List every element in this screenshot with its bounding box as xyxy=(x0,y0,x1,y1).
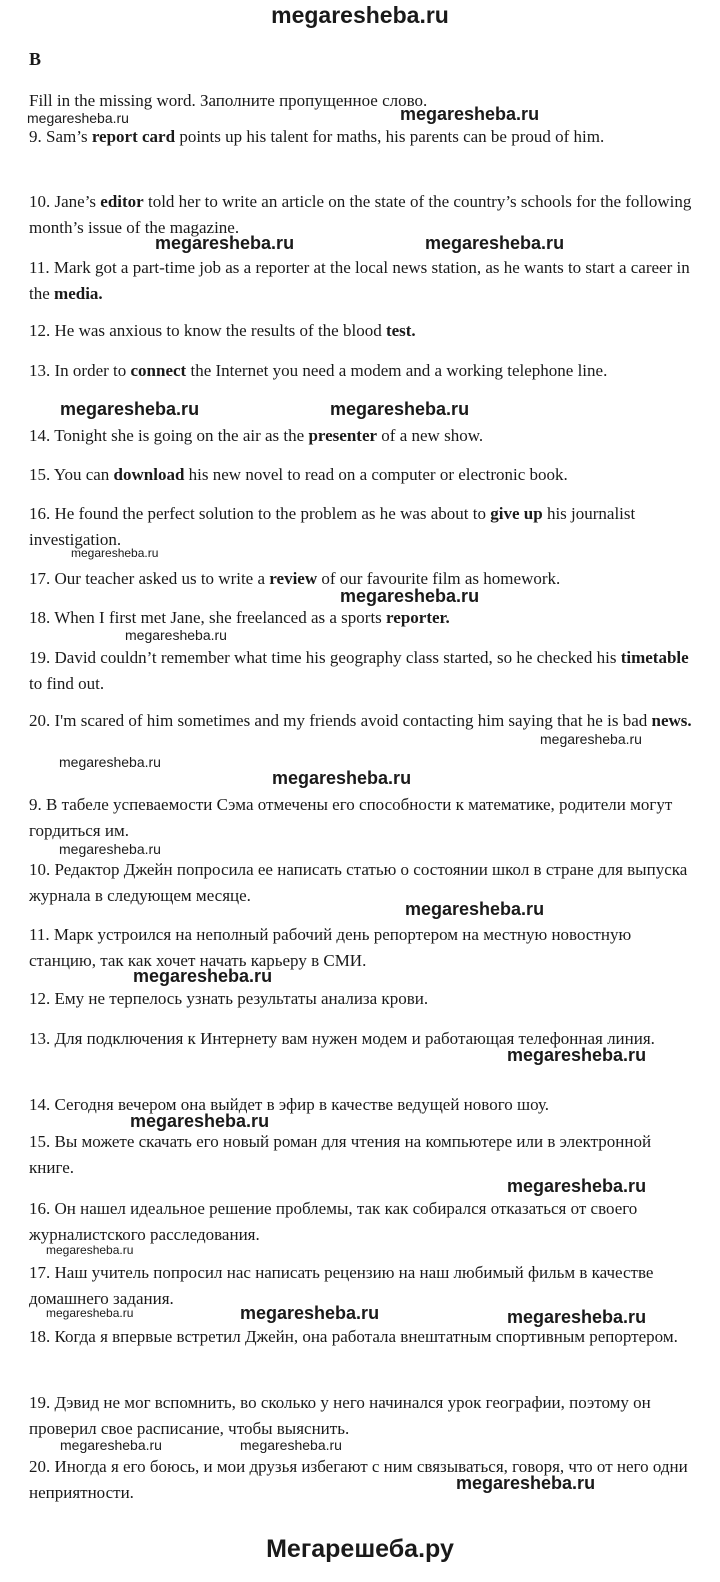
watermark: megaresheba.ru xyxy=(60,1437,162,1453)
russian-sentence: 16. Он нашел идеальное решение проблемы, так как собирался отказаться от своего журналистского расследования. xyxy=(29,1199,638,1244)
russian-sentence: 13. Для подключения к Интернету вам нужен модем и работающая телефонная линия. xyxy=(29,1029,655,1048)
watermark: megaresheba.ru xyxy=(130,1111,270,1131)
english-sentence: 19. David couldn’t remember what time his geography class started, so he checked his timetable to find out. xyxy=(29,648,689,693)
english-sentence: 16. He found the perfect solution to the problem as he was about to give up his journalist investigation. xyxy=(29,504,636,549)
russian-sentence: 18. Когда я впервые встретил Джейн, она работала внештатным спортивным репортером. xyxy=(29,1327,678,1346)
russian-sentence: 12. Ему не терпелось узнать результаты анализа крови. xyxy=(29,989,429,1008)
russian-sentence: 9. В табеле успеваемости Сэма отмечены его способности к математике, родители могут гордиться им. xyxy=(29,795,673,840)
site-footer: Мегарешеба.ру xyxy=(266,1535,454,1563)
russian-sentence: 11. Марк устроился на неполный рабочий день репортером на местную новостную станцию, так как хочет начать карьеру в СМИ. xyxy=(29,925,632,970)
section-label: B xyxy=(29,49,42,69)
watermark: megaresheba.ru xyxy=(71,546,159,560)
russian-sentence: 20. Иногда я его боюсь, и мои друзья избегают с ним связываться, говоря, что от него одни неприятности. xyxy=(29,1457,688,1502)
watermark: megaresheba.ru xyxy=(340,586,480,606)
watermark: megaresheba.ru xyxy=(240,1437,342,1453)
russian-sentence: 17. Наш учитель попросил нас написать рецензию на наш любимый фильм в качестве домашнего задания. xyxy=(29,1263,654,1308)
english-sentence: 13. In order to connect the Internet you need a modem and a working telephone line. xyxy=(29,361,608,380)
english-sentence: 10. Jane’s editor told her to write an article on the state of the country’s schools for the following month’s issue of the magazine. xyxy=(29,192,692,237)
watermark: megaresheba.ru xyxy=(59,754,161,770)
english-sentence: 12. He was anxious to know the results of the blood test. xyxy=(29,321,416,340)
russian-sentence: 19. Дэвид не мог вспомнить, во сколько у него начинался урок географии, поэтому он проверил свое расписание, чтобы выяснить. xyxy=(29,1393,651,1438)
watermark: megaresheba.ru xyxy=(125,627,227,643)
watermark: megaresheba.ru xyxy=(155,233,295,253)
instruction-text: Fill in the missing word. Заполните пропущенное слово. xyxy=(29,91,428,110)
watermark: megaresheba.ru xyxy=(405,899,545,919)
english-sentence: 17. Our teacher asked us to write a review of our favourite film as homework. xyxy=(29,569,561,588)
site-header: megaresheba.ru xyxy=(271,2,449,28)
watermark: megaresheba.ru xyxy=(425,233,565,253)
english-sentence: 18. When I first met Jane, she freelanced as a sports reporter. xyxy=(29,608,450,627)
watermark: megaresheba.ru xyxy=(46,1243,134,1257)
watermark: megaresheba.ru xyxy=(400,104,540,124)
watermark: megaresheba.ru xyxy=(507,1045,647,1065)
english-sentence: 14. Tonight she is going on the air as the presenter of a new show. xyxy=(29,426,484,445)
english-sentence: 15. You can download his new novel to read on a computer or electronic book. xyxy=(29,465,568,484)
watermark: megaresheba.ru xyxy=(240,1303,380,1323)
watermark: megaresheba.ru xyxy=(456,1473,596,1493)
russian-sentence: 14. Сегодня вечером она выйдет в эфир в качестве ведущей нового шоу. xyxy=(29,1095,549,1114)
english-sentence: 20. I'm scared of him sometimes and my friends avoid contacting him saying that he is bad news. xyxy=(29,711,692,730)
watermark: megaresheba.ru xyxy=(507,1176,647,1196)
english-sentence: 9. Sam’s report card points up his talent for maths, his parents can be proud of him. xyxy=(29,127,605,146)
english-sentence: 11. Mark got a part-time job as a reporter at the local news station, as he wants to start a career in the media. xyxy=(29,258,690,303)
watermark: megaresheba.ru xyxy=(272,768,412,788)
watermark: megaresheba.ru xyxy=(60,399,200,419)
watermark: megaresheba.ru xyxy=(59,841,161,857)
russian-sentence: 15. Вы можете скачать его новый роман для чтения на компьютере или в электронной книге. xyxy=(29,1132,652,1177)
russian-sentence: 10. Редактор Джейн попросила ее написать статью о состоянии школ в стране для выпуска журнала в следующем месяце. xyxy=(29,860,688,905)
watermark: megaresheba.ru xyxy=(27,110,129,126)
watermark: megaresheba.ru xyxy=(540,731,642,747)
watermark: megaresheba.ru xyxy=(133,966,273,986)
watermark: megaresheba.ru xyxy=(330,399,470,419)
watermark: megaresheba.ru xyxy=(507,1307,647,1327)
watermark: megaresheba.ru xyxy=(46,1306,134,1320)
